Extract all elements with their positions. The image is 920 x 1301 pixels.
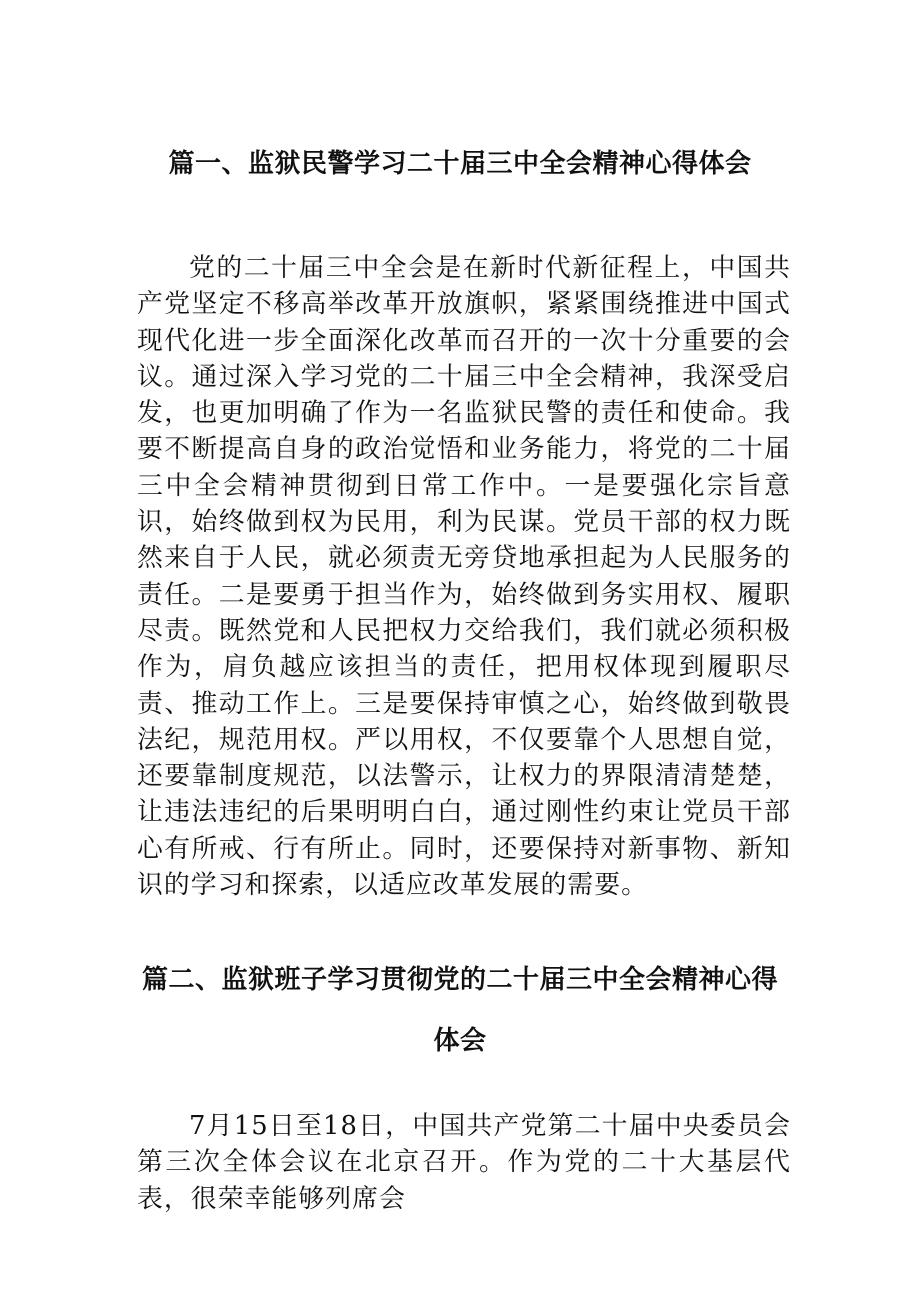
section-2-title: 篇二、监狱班子学习贯彻党的二十届三中全会精神心得体会 bbox=[141, 965, 778, 1056]
section-2-body: 7月15日至18日，中国共产党第二十届中央委员会第三次全体会议在北京召开。作为党的二十大基层代表，很荣幸能够列席会 bbox=[137, 1111, 791, 1214]
section-1-body: 党的二十届三中全会是在新时代新征程上，中国共产党坚定不移高举改革开放旗帜，紧紧围绕推进中国式现代化进一步全面深化改革而召开的一次十分重要的会议。通过深入学习党的二十届三中全会精神，我深受启发，也更加明确了作为一名监狱民警的责任和使命。我要不断提高自身的政治觉悟和业务能力，将党的二十届三中全会精神贯彻到日常工作中。一是要强化宗旨意识，始终做到权为民用，利为民谋。党员干部的权力既然来自于人民，就必须责无旁贷地承担起为人民服务的责任。二是要勇于担当作为，始终做到务实用权、履职尽责。既然党和人民把权力交给我们，我们就必须积极作为，肩负越应该担当的责任，把用权体现到履职尽责、推动工作上。三是要保持审慎之心，始终做到敬畏法纪，规范用权。严以用权，不仅要靠个人思想自觉，还要靠制度规范，以法警示，让权力的界限清清楚楚，让违法违纪的后果明明白白，通过刚性约束让党员干部心有所戒、行有所止。同时，还要保持对新事物、新知识的学习和探索，以适应改革发展的需要。 bbox=[137, 253, 791, 901]
section-1-title: 篇一、监狱民警学习二十届三中全会精神心得体会 bbox=[168, 149, 752, 179]
